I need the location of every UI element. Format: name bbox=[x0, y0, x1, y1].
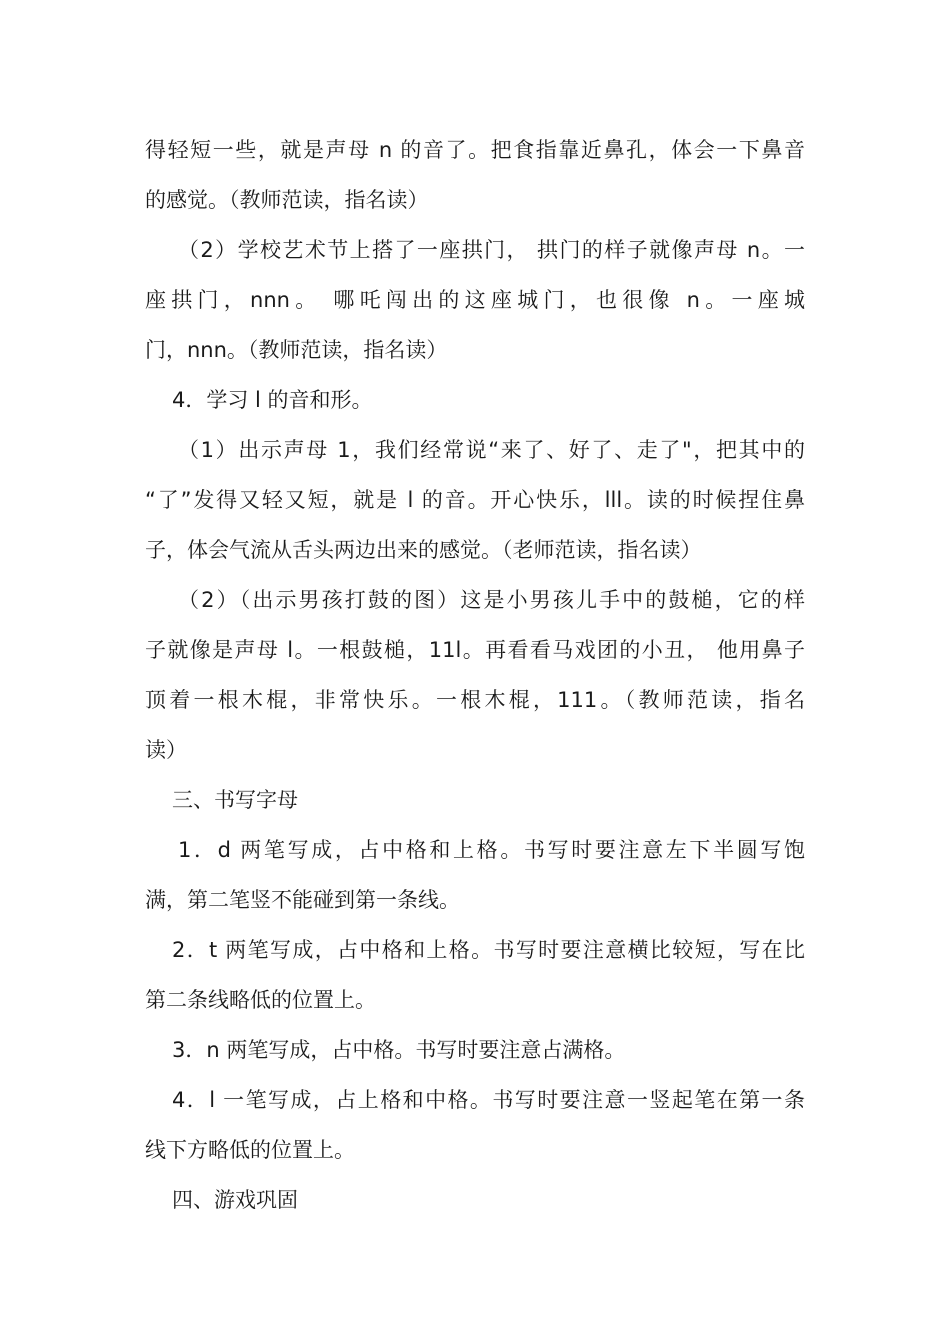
text-line: 线下方略低的位置上。 bbox=[145, 1138, 355, 1162]
text-line: 4．l 一笔写成，占上格和中格。书写时要注意一竖起笔在第一条 bbox=[172, 1088, 805, 1112]
text-line: 门，nnn。（教师范读，指名读） bbox=[145, 338, 448, 362]
section-heading: 四、游戏巩固 bbox=[172, 1188, 298, 1212]
text-line: 第二条线略低的位置上。 bbox=[145, 988, 376, 1012]
text-line: 子就像是声母 l。一根鼓槌，11l。再看看马戏团的小丑， 他用鼻子 bbox=[145, 638, 805, 662]
text-line: 的感觉。（教师范读，指名读） bbox=[145, 188, 429, 212]
section-heading: 三、书写字母 bbox=[172, 788, 298, 812]
text-line: （1）出示声母 1，我们经常说“来了、好了、走了"，把其中的 bbox=[178, 438, 805, 462]
text-line: 2．t 两笔写成，占中格和上格。书写时要注意横比较短，写在比 bbox=[172, 938, 805, 962]
text-line: 4．学习 l 的音和形。 bbox=[172, 388, 373, 412]
text-line: 得轻短一些，就是声母 n 的音了。把食指靠近鼻孔，体会一下鼻音 bbox=[145, 138, 805, 162]
text-line: （2）（出示男孩打鼓的图）这是小男孩儿手中的鼓槌，它的样 bbox=[178, 588, 805, 612]
text-line: 1．d 两笔写成，占中格和上格。书写时要注意左下半圆写饱 bbox=[178, 838, 805, 862]
text-line: 子，体会气流从舌头两边出来的感觉。（老师范读，指名读） bbox=[145, 538, 702, 562]
text-line: （2）学校艺术节上搭了一座拱门， 拱门的样子就像声母 n。一 bbox=[178, 238, 805, 262]
text-line: 顶着一根木棍，非常快乐。一根木棍，111。（教师范读，指名 bbox=[145, 688, 805, 712]
text-line: 座拱门，nnn。 哪吒闯出的这座城门，也很像 n。一座城 bbox=[145, 288, 805, 312]
text-line: 读） bbox=[145, 738, 187, 762]
text-line: “了”发得又轻又短，就是 l 的音。开心快乐，lll。读的时候捏住鼻 bbox=[145, 488, 805, 512]
text-line: 3．n 两笔写成，占中格。书写时要注意占满格。 bbox=[172, 1038, 626, 1062]
text-line: 满，第二笔竖不能碰到第一条线。 bbox=[145, 888, 460, 912]
